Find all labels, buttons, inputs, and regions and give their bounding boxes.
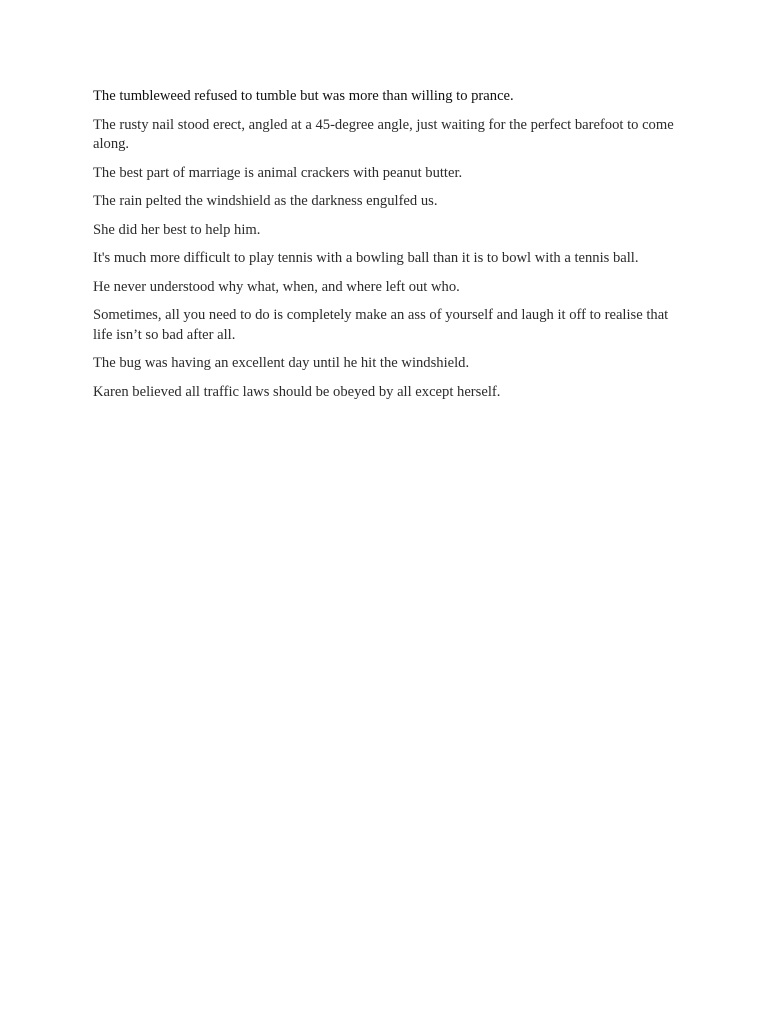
paragraph: She did her best to help him.: [93, 221, 261, 238]
paragraph: The rain pelted the windshield as the darkness engulfed us.: [93, 193, 438, 209]
paragraph: The bug was having an excellent day until he hit the windshield.: [93, 355, 470, 371]
paragraph: Sometimes, all you need to do is completely make an ass of yourself and laugh it off to realise that life isn’t so bad after all.: [93, 307, 669, 343]
paragraph: He never understood why what, when, and where left out who.: [93, 278, 460, 295]
paragraph: The best part of marriage is animal crackers with peanut butter.: [93, 164, 463, 181]
document-body: [93, 87, 685, 411]
paragraph: It's much more difficult to play tennis with a bowling ball than it is to bowl with a tennis ball.: [93, 250, 639, 266]
paragraph: The tumbleweed refused to tumble but was more than willing to prance.: [93, 88, 514, 104]
paragraph: Karen believed all traffic laws should be obeyed by all except herself.: [93, 383, 501, 400]
paragraph: The rusty nail stood erect, angled at a 45-degree angle, just waiting for the perfect barefoot to come along.: [93, 116, 674, 152]
